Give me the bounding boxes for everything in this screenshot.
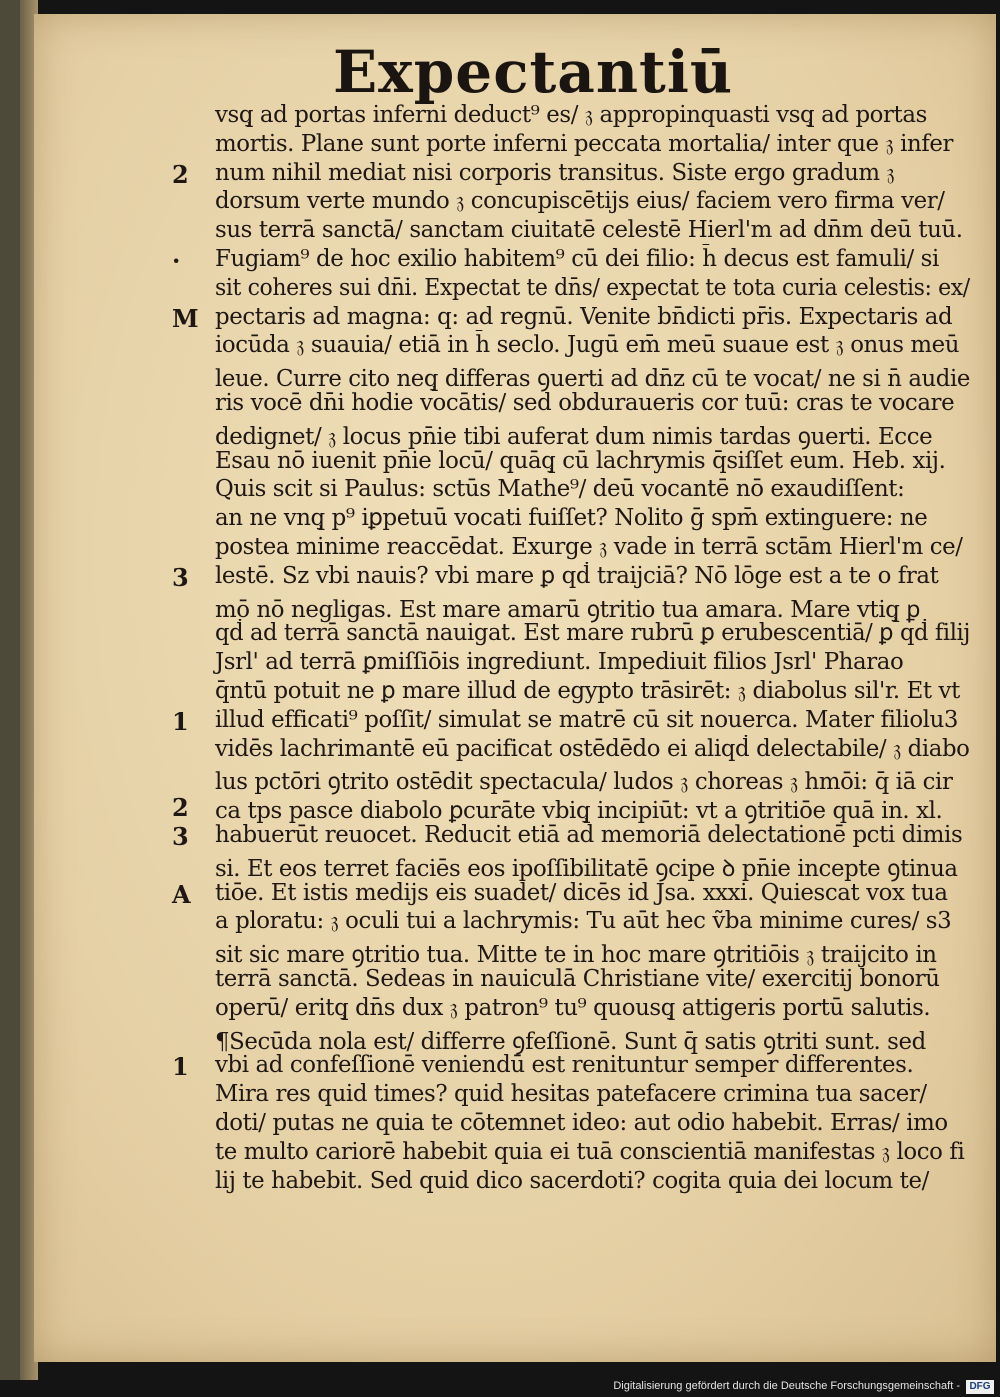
text-line: vbi ad confeſſionē veniendū est renituntur semper differentes. bbox=[215, 1052, 914, 1079]
text-line: mortis. Plane sunt porte inferni peccata mortalia/ inter que 𝔷 infer bbox=[215, 130, 954, 157]
margin-note: · bbox=[172, 246, 181, 275]
dfg-logo: DFG bbox=[966, 1380, 994, 1394]
text-line: doti/ putas ne quia te cōtemnet ideo: aut odio habebit. Erras/ imo bbox=[215, 1110, 948, 1136]
text-line: ¶Secūda nola est/ differre ꝯfeſſionē. Sunt q̄ satis ꝯtriti sunt. sed bbox=[215, 1028, 926, 1055]
book-spine bbox=[0, 0, 20, 1380]
text-line: q̄ntū potuit ne ꝑ mare illud de egypto trāsirēt: 𝔷 diabolus sil'r. Et vt bbox=[215, 678, 960, 704]
text-line: ca tps pasce diabolo ꝑcurāte vbiq̧ incipiūt: vt a ꝯtritiōe quā in. xl. bbox=[215, 798, 943, 825]
text-line: mō nō negligas. Est mare amarū ꝯtritio tua amara. Mare vtiq̧ ꝑ bbox=[215, 596, 920, 623]
text-line: habuerūt reuocet. Reducit etiā ad memoriā delectationē pcti dimis bbox=[215, 822, 963, 848]
margin-note: 2 bbox=[172, 793, 189, 823]
text-line: leue. Curre cito neq̧ differas ꝯuerti ad dn̄z cū te vocat/ ne si n̄ audie bbox=[215, 366, 970, 393]
text-line: operū/ eritq̧ dn̄s dux 𝔷 patron⁹ tu⁹ quousq̧ attigeris portū salutis. bbox=[215, 994, 931, 1021]
text-line: dorsum verte mundo 𝔷 concupiscētijs eius/ faciem vero firma ver/ bbox=[215, 188, 945, 215]
text-line: iocūda 𝔷 suauia/ etiā in h̄ seclo. Jugū em̄ meū suaue est 𝔷 onus meū bbox=[215, 332, 960, 359]
margin-note: 3 bbox=[172, 562, 189, 592]
text-line: Mira res quid times? quid hesitas patefacere crimina tua sacer/ bbox=[215, 1081, 927, 1108]
text-line: vidēs lachrimantē eū pacificat ostēdēdo ei aliqḋ delectabile/ 𝔷 diabo bbox=[215, 735, 970, 762]
text-line: sit coheres sui dn̄i. Expectat te dn̄s/ expectat te tota curia celestis: ex/ bbox=[215, 274, 970, 301]
text-line: vsq̧ ad portas inferni deduct⁹ es/ 𝔷 appropinquasti vsq̧ ad portas bbox=[215, 102, 927, 128]
text-line: tiōe. Et istis medijs eis suadet/ dicēs id Jsa. xxxi. Quiescat vox tua bbox=[215, 879, 948, 906]
text-line: te multo cariorē habebit quia ei tuā conscientiā manifestas 𝔷 loco fi bbox=[215, 1138, 965, 1165]
margin-note: 1 bbox=[172, 1052, 189, 1082]
text-line: dedignet/ 𝔷 locus pn̄ie tibi auferat dum nimis tardas ꝯuerti. Ecce bbox=[215, 423, 933, 450]
text-line: terrā sanctā. Sedeas in nauiculā Christiane vite/ exercitij bonorū bbox=[215, 966, 940, 992]
margin-note: A bbox=[172, 879, 191, 909]
book-page bbox=[34, 14, 996, 1362]
text-line: num nihil mediat nisi corporis transitus. Siste ergo gradum 𝔷 bbox=[215, 159, 895, 186]
text-line: Esau nō iuenit pn̄ie locū/ quāq̧ cū lachrymis q̄siſſet eum. Heb. xij. bbox=[215, 447, 946, 474]
margin-note: 1 bbox=[172, 706, 189, 736]
text-line: Jsrl' ad terrā ꝑmiſſiōis ingrediunt. Impediuit filios Jsrl' Pharao bbox=[215, 649, 904, 676]
text-line: Quis scit si Paulus: sctūs Mathe⁹/ deū vocantē nō exaudiſſent: bbox=[215, 476, 905, 503]
text-line: a ploratu: 𝔷 oculi tui a lachrymis: Tu aūt hec ṽba minime cures/ s3 bbox=[215, 908, 952, 935]
margin-note: 2 bbox=[172, 159, 189, 189]
margin-note: 3 bbox=[172, 822, 189, 851]
text-line: an ne vnq̧ p⁹ iꝑpetuū vocati fuiſſet? Nolito ḡ spm̄ extinguere: ne bbox=[215, 505, 928, 532]
text-line: sus terrā sanctā/ sanctam ciuitatē celestē Hierl'm ad dn̄m deū tuū. bbox=[215, 217, 963, 244]
text-line: Fugiam⁹ de hoc exilio habitem⁹ cū dei filio: h̄ decus est famuli/ si bbox=[215, 246, 939, 272]
text-line: pectaris ad magna: q: ad regnū. Venite bn̄dicti pr̄is. Expectaris ad bbox=[215, 303, 953, 330]
digitization-credit: Digitalisierung gefördert durch die Deutsche Forschungsgemeinschaft - bbox=[613, 1380, 960, 1392]
text-line: ris vocē dn̄i hodie vocātis/ sed obduraueris cor tuū: cras te vocare bbox=[215, 390, 955, 416]
text-line: postea minime reaccēdat. Exurge 𝔷 vade in terrā sctām Hierl'm ce/ bbox=[215, 534, 963, 560]
text-line: sit sic mare ꝯtritio tua. Mitte te in hoc mare ꝯtritiōis 𝔷 traijcito in bbox=[215, 942, 937, 969]
page-title: Expectantiū bbox=[332, 38, 734, 106]
margin-note: M bbox=[172, 303, 199, 333]
text-line: lestē. Sz vbi nauis? vbi mare ꝑ qḋ traijciā? Nō lōge est a te o frat bbox=[215, 562, 939, 589]
text-line: illud efficati⁹ poſſit/ simulat se matrē cū sit nouerca. Mater filiolu3 bbox=[215, 706, 959, 733]
text-line: si. Et eos terret faciēs eos ipoſſibilitatē ꝯcipe ꝺ pn̄ie incepte ꝯtinua bbox=[215, 855, 958, 882]
text-line: lus pctōri ꝯtrito ostēdit spectacula/ ludos 𝔷 choreas 𝔷 hmōi: q̄ iā cir bbox=[215, 769, 953, 796]
text-line: lij te habebit. Sed quid dico sacerdoti? cogita quia dei locum te/ bbox=[215, 1167, 929, 1194]
text-line: qḋ ad terrā sanctā nauigat. Est mare rubrū ꝑ erubescentiā/ ꝑ qḋ filij bbox=[215, 620, 971, 647]
